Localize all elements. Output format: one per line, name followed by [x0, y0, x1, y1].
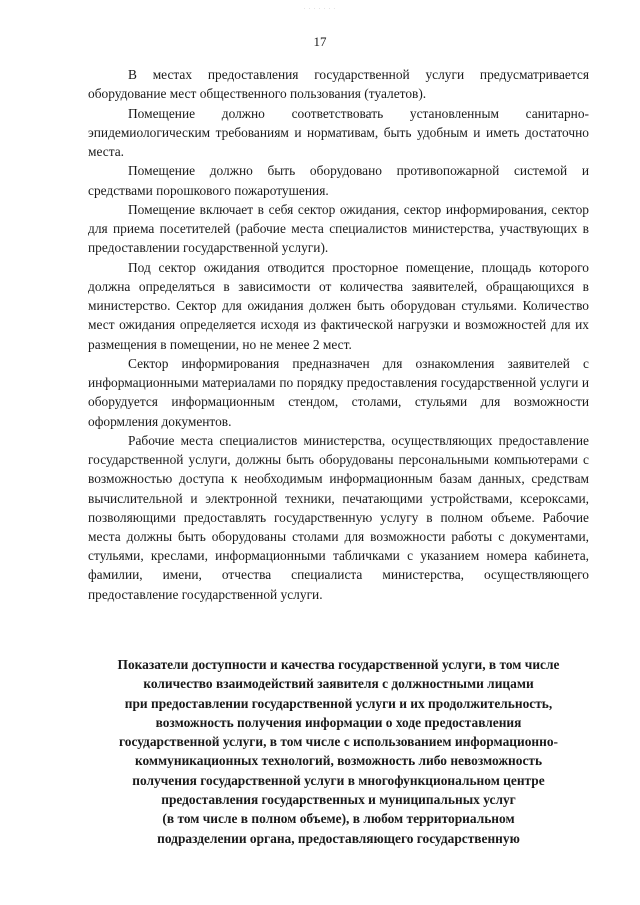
paragraph: Помещение включает в себя сектор ожидания, сектор информирования, сектор для приема посетителей (рабочие места специалистов министерства, участвующих в предоставлении государственной услуги). [88, 201, 589, 256]
section-heading [88, 655, 589, 848]
paragraph: Помещение должно соответствовать установленным санитарно-эпидемиологическим требованиям и нормативам, быть удобным и иметь достаточно места. [88, 105, 589, 159]
heading-line: подразделении органа, предоставляющего государственную [157, 830, 520, 846]
paragraph: Под сектор ожидания отводится просторное помещение, площадь которого должна определяться в зависимости от количества заявителей, обращающихся в министерство. Сектор для ожидания должен быть оборудован стульями. Количество мест ожидания определяется исходя из фактической нагрузки и возможностей для их размещения в помещении, но не менее 2 мест. [88, 259, 589, 352]
paragraph: В местах предоставления государственной услуги предусматривается оборудование мест общественного пользования (туалетов). [88, 67, 589, 102]
header-mark: · · · · · · · [303, 7, 337, 12]
heading-line: Показатели доступности и качества государственной услуги, в том числе [117, 657, 560, 672]
heading-line: коммуникационных технологий, возможность либо невозможность [134, 753, 543, 769]
heading-line: при предоставлении государственной услуги и их продолжительность, [124, 695, 553, 711]
heading-line: количество взаимодействий заявителя с должностными лицами [143, 676, 534, 692]
heading-line: (в том числе в полном объеме), в любом территориальном [162, 811, 515, 827]
paragraph: Рабочие места специалистов министерства, осуществляющих предоставление государственной услуги, должны быть оборудованы персональными компьютерами с возможностью доступа к необходимым информационным базам данных, средствам вычислительной и электронной техники, печатающими устройствами, ксероксами, позволяющими предоставлять государственную услугу в полном объеме. Рабочие места должны быть оборудованы столами для возможности работы с документами, стульями, креслами, информационными табличками с указанием номера кабинета, фамилии, имени, отчества специалиста министерства, осуществляющего предоставление государственной услуги. [88, 432, 589, 602]
paragraph: Помещение должно быть оборудовано противопожарной системой и средствами порошкового пожаротушения. [88, 163, 589, 198]
heading-line: возможность получения информации о ходе предоставления [155, 714, 522, 730]
heading-line: государственной услуги, в том числе с использованием информационно- [119, 734, 558, 750]
heading-line: предоставления государственных и муниципальных услуг [161, 792, 516, 808]
page-number: 17 [313, 34, 327, 49]
body-text [88, 65, 589, 604]
heading-line: получения государственной услуги в многофункциональном центре [132, 772, 545, 788]
paragraph: Сектор информирования предназначен для ознакомления заявителей с информационными материалами по порядку предоставления государственной услуги и оборудуется информационным стендом, столами, стульями для возможности оформления документов. [88, 355, 589, 429]
